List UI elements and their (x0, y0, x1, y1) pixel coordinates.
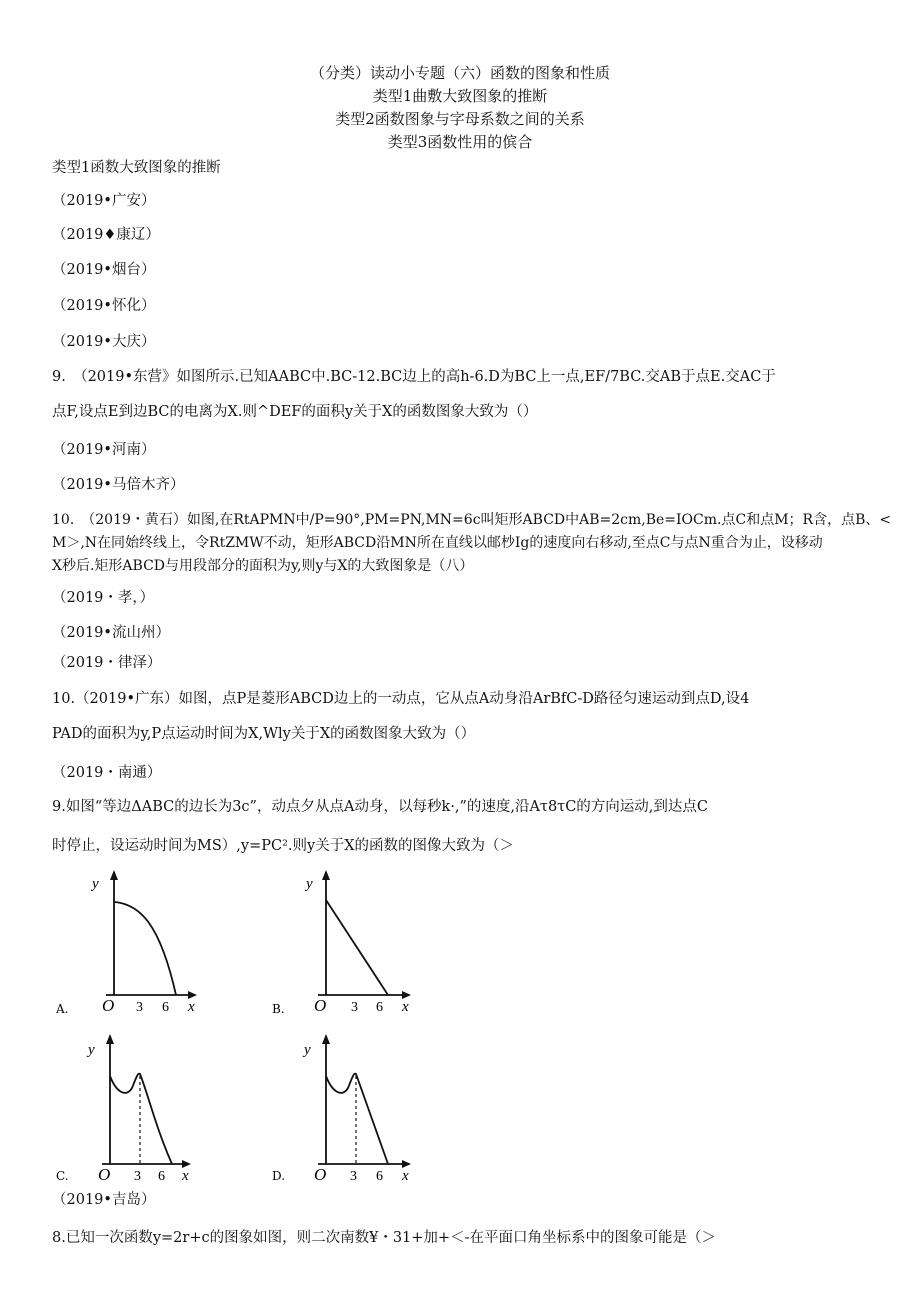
source-ref-henan: （2019•河南） (52, 442, 156, 458)
y-axis-arrow (322, 1034, 330, 1044)
source-ref-heze: （2019・律泽） (52, 655, 162, 671)
x-axis-arrow (182, 1160, 191, 1168)
question-9-triangle-line1: 9.如图“等边ΔABC的边长为3c”，动点夕从点A动身，以每秒k·,”的速度,沿Aτ8τC的方向运动,到达点C (52, 799, 709, 815)
section-heading: 类型1函数大致图象的推断 (52, 160, 221, 176)
graph-option-a (52, 868, 222, 1018)
curve (110, 1074, 172, 1164)
x-label: x (188, 999, 195, 1015)
y-axis-arrow (322, 870, 330, 880)
question-10-guangdong-line2: PAD的面积为y,P点运动时间为X,Wly关于X的函数图象大致为（） (52, 726, 476, 742)
question-9-dongying-line1: 9. （2019•东营》如图所示.已知AABC中.BC-12.BC边上的高h-6.D为BC上一点,EF/7BC.交AB于点E.交AC于 (52, 369, 776, 385)
question-10-huangshi-line3: X秒后.矩形ABCD与用段部分的面积为y,则y与X的大致图象是（八） (52, 558, 474, 574)
x-axis-arrow (188, 991, 197, 999)
y-label: y (92, 876, 99, 892)
source-ref-guangan: （2019•广安） (52, 193, 156, 209)
question-9-triangle-line2: 时停止，设运动时间为MS）,y=PC².则y关于X的函数的图像大致为（＞ (52, 838, 515, 854)
source-ref-urumqi: （2019•马倍木齐） (52, 477, 185, 493)
source-ref-yantai: （2019•烟台） (52, 262, 156, 278)
curve (114, 902, 176, 995)
origin-label: O (314, 996, 327, 1015)
origin-label: O (314, 1165, 327, 1184)
title-block (0, 62, 920, 154)
question-9-dongying-line2: 点F,设点E到边BC的电离为X.则^DEF的面积y关于X的函数图象大致为（） (52, 404, 538, 420)
tick-3: 3 (350, 1169, 357, 1184)
x-axis-arrow (402, 1160, 411, 1168)
option-c-label: C. (56, 1169, 69, 1183)
question-10-huangshi-line1: 10. （2019・黄石）如图,在RtAPMN中/P=90°,PM=PN,MN=6c叫矩形ABCD中AB=2cm,Be=IOCm.点C和点M；R含，点B、< (52, 512, 892, 528)
option-d-label: D. (272, 1169, 286, 1183)
option-b-label: B. (272, 1002, 285, 1016)
source-ref-nantong: （2019・南通） (52, 765, 162, 781)
y-axis-arrow (106, 1034, 114, 1044)
origin-label: O (102, 996, 115, 1015)
x-label: x (182, 1168, 189, 1184)
x-axis-arrow (402, 991, 411, 999)
source-ref-xiao: （2019・孝，） (52, 590, 155, 606)
source-ref-daqing: （2019•大庆） (52, 334, 156, 350)
x-label: x (402, 1168, 409, 1184)
y-label: y (304, 1042, 311, 1058)
question-10-guangdong-line1: 10.（2019•广东）如图，点P是菱形ABCD边上的一动点，它从点A动身沿ArBfC-D路径匀速运动到点D,设4 (52, 691, 750, 707)
option-a-label: A. (56, 1002, 69, 1016)
source-ref-liushan: （2019•流山州） (52, 625, 170, 641)
y-axis-arrow (110, 870, 118, 880)
subtitle-type2: 类型2函数图象与字母系数之间的关系 (335, 110, 585, 128)
graph-option-c (52, 1032, 222, 1187)
question-8-line1: 8.已知一次函数y=2r+c的图象如图，则二次南数¥・31+加+＜-在平面口角坐标系中的图象可能是（＞ (52, 1230, 716, 1246)
tick-6: 6 (376, 1169, 383, 1184)
subtitle-type1: 类型1曲敷大致图象的推断 (372, 87, 548, 105)
page-title: （分类）读动小专题（六）函数的图象和性质 (309, 64, 610, 82)
subtitle-type3: 类型3函数性用的傧合 (387, 133, 533, 151)
y-label: y (88, 1042, 95, 1058)
y-label: y (306, 876, 313, 892)
tick-6: 6 (376, 1000, 383, 1015)
graph-option-b (268, 868, 438, 1018)
x-label: x (402, 999, 409, 1015)
graph-option-d (268, 1032, 438, 1187)
tick-3: 3 (351, 1000, 358, 1015)
tick-3: 3 (134, 1169, 141, 1184)
curve (326, 1074, 388, 1164)
origin-label: O (98, 1165, 111, 1184)
question-10-huangshi-line2: M＞,N在同始终线上，令RtZMW不动，矩形ABCD沿MN所在直线以邮杪Ig的速度向右移动,至点C与点N重合为止，设移动 (52, 535, 823, 551)
source-ref-qingdao: （2019•吉岛） (52, 1192, 156, 1208)
line-segment (326, 900, 388, 995)
source-ref-huaihua: （2019•怀化） (52, 298, 156, 314)
tick-6: 6 (158, 1169, 165, 1184)
tick-3: 3 (136, 1000, 143, 1015)
tick-6: 6 (162, 1000, 169, 1015)
source-ref-kangliao: （2019♦康辽） (52, 227, 160, 243)
